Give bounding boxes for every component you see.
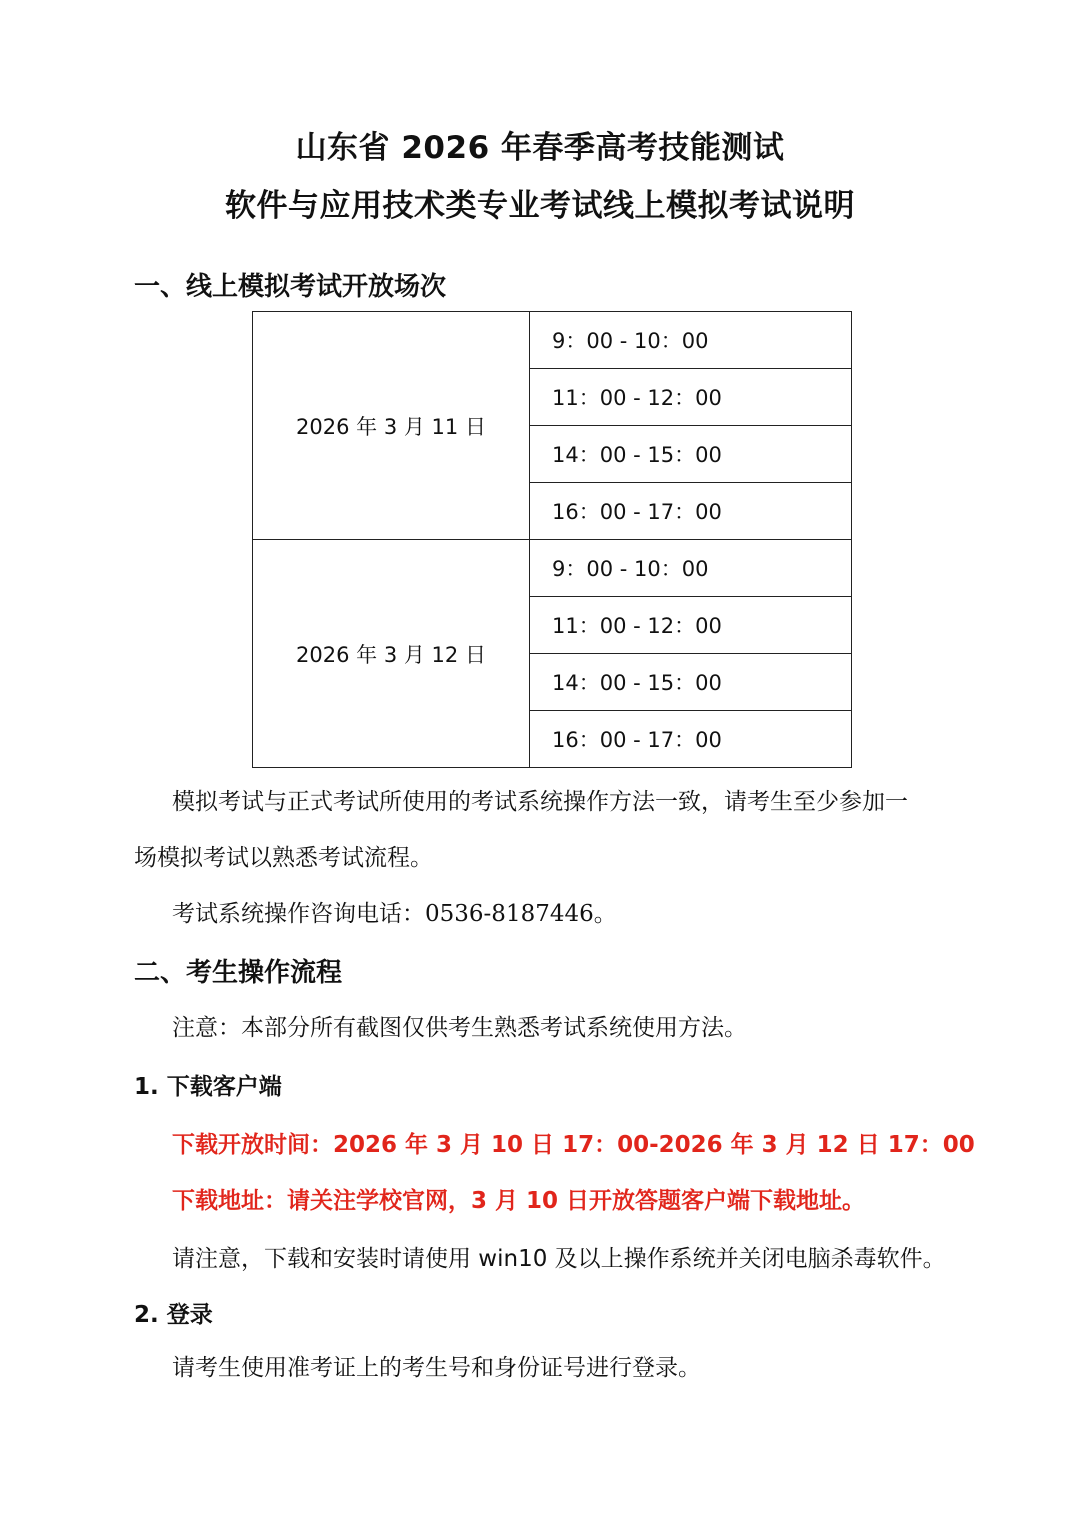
schedule-time-cell: 9：00 - 10：00 (530, 312, 852, 369)
install-notice-text: 请注意，下载和安装时请使用 win10 及以上操作系统并关闭电脑杀毒软件。 (172, 1246, 946, 1272)
section2-heading: 二、考生操作流程 (134, 958, 343, 988)
step2-heading: 2. 登录 (134, 1302, 213, 1328)
step1-heading: 1. 下载客户端 (134, 1074, 282, 1100)
login-instruction-text: 请考生使用准考证上的考生号和身份证号进行登录。 (172, 1355, 701, 1381)
document-title-line1: 山东省 2026 年春季高考技能测试 (295, 130, 785, 166)
download-address-text: 下载地址：请关注学校官网，3 月 10 日开放答题客户端下载地址。 (172, 1188, 866, 1214)
note-paragraph: 注意：本部分所有截图仅供考生熟悉考试系统使用方法。 (172, 1015, 747, 1041)
download-time-text: 下载开放时间：2026 年 3 月 10 日 17：00-2026 年 3 月 12 日 17：00 (172, 1132, 975, 1158)
schedule-date-cell: 2026 年 3 月 11 日 (253, 312, 530, 540)
schedule-time-cell: 16：00 - 17：00 (530, 483, 852, 540)
document-title-line2: 软件与应用技术类专业考试线上模拟考试说明 (225, 188, 855, 224)
schedule-table (252, 311, 852, 768)
schedule-time-cell: 16：00 - 17：00 (530, 711, 852, 768)
schedule-time-cell: 9：00 - 10：00 (530, 540, 852, 597)
contact-phone-paragraph: 考试系统操作咨询电话：0536-8187446。 (172, 901, 617, 927)
intro-paragraph-line1: 模拟考试与正式考试所使用的考试系统操作方法一致，请考生至少参加一 (172, 789, 908, 815)
table-row (253, 540, 852, 597)
schedule-time-cell: 14：00 - 15：00 (530, 426, 852, 483)
schedule-time-cell: 14：00 - 15：00 (530, 654, 852, 711)
schedule-date-cell: 2026 年 3 月 12 日 (253, 540, 530, 768)
section1-heading: 一、线上模拟考试开放场次 (134, 272, 447, 302)
schedule-time-cell: 11：00 - 12：00 (530, 597, 852, 654)
intro-paragraph-line2: 场模拟考试以熟悉考试流程。 (134, 845, 433, 871)
table-row (253, 312, 852, 369)
schedule-time-cell: 11：00 - 12：00 (530, 369, 852, 426)
